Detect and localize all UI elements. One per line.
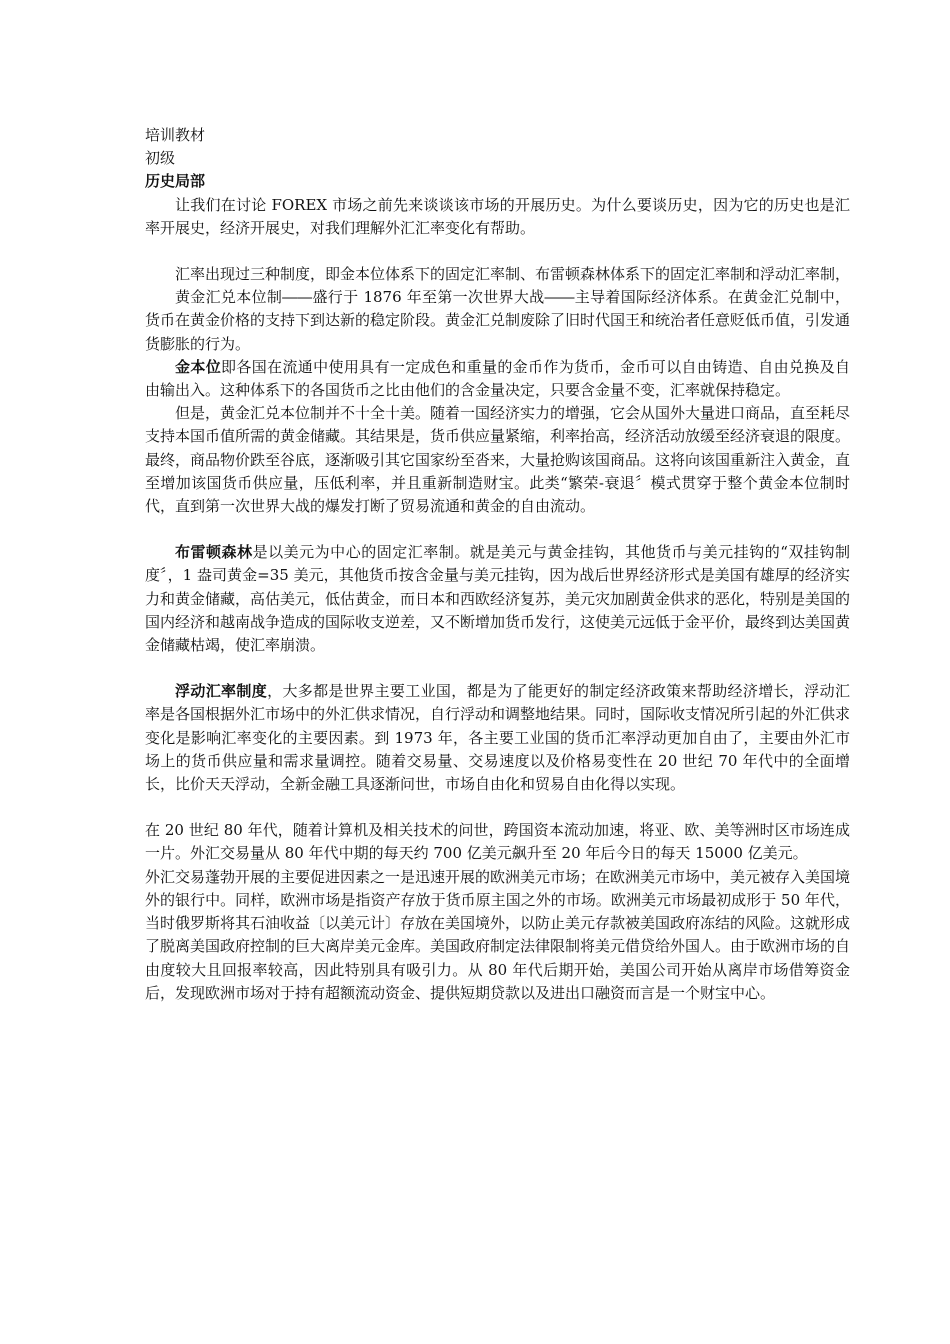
paragraph-gold-exchange: 黄金汇兑本位制――盛行于 1876 年至第一次世界大战――主导着国际经济体系。在黄金汇兑制中，货币在黄金价格的支持下到达新的稳定阶段。黄金汇兑制废除了旧时代国王和统治者任意贬低币值，引发通货膨胀的行为。 xyxy=(145,288,851,353)
blank-line xyxy=(145,796,850,819)
paragraph-eighties: 在 20 世纪 80 年代，随着计算机及相关技术的问世，跨国资本流动加速，将亚、欧、美等洲时区市场连成一片。外汇交易量从 80 年代中期的每天约 700 亿美元飙升至 20 年后今日的每天 15000 亿美元。 xyxy=(145,821,850,863)
paragraph-bretton-woods xyxy=(145,541,850,657)
paragraph-floating-rate xyxy=(145,680,850,796)
section-title: 历史局部 xyxy=(145,172,206,191)
paragraph-euro-dollar: 外汇交易蓬勃开展的主要促进因素之一是迅速开展的欧洲美元市场；在欧洲美元市场中，美元被存入美国境外的银行中。同样，欧洲市场是指资产存放于货币原主国之外的市场。欧洲美元市场最初成形于 50 年代，当时俄罗斯将其石油收益〔以美元计〕存放在美国境外，以防止美元存款被美国政府冻结的风险。这就形成了脱离美国政府控制的巨大离岸美元金库。美国政府制定法律限制将美元借贷给外国人。由于欧洲市场的自由度较大且回报率较高，因此特别具有吸引力。从 80 年代后期开始，美国公司开始从离岸市场借筹资金后，发现欧洲市场对于持有超额流动资金、提供短期贷款以及进出口融资而言是一个财宝中心。 xyxy=(145,867,851,1002)
doc-label-training-material: 培训教材 xyxy=(145,126,206,144)
paragraph-gold-standard xyxy=(145,356,850,402)
paragraph-intro: 让我们在讨论 FOREX 市场之前先来谈谈该市场的开展历史。为什么要谈历史，因为它的历史也是汇率开展史，经济开展史，对我们理解外汇汇率变化有帮助。 xyxy=(145,195,850,237)
doc-label-level: 初级 xyxy=(145,149,176,168)
document-page xyxy=(145,124,850,1005)
blank-line xyxy=(145,657,850,680)
term-bretton-woods: 布雷顿森林 xyxy=(175,543,253,562)
gold-standard-text: 即各国在流通中使用具有一定成色和重量的金币作为货币，金币可以自由铸造、自由兑换及自由输出入。这种体系下的各国货币之比由他们的含金量决定，只要含金量不变，汇率就保持稳定。 xyxy=(145,357,850,400)
blank-line xyxy=(145,240,850,263)
term-floating-rate: 浮动汇率制度 xyxy=(175,682,268,701)
floating-rate-text: ，大多都是世界主要工业国，都是为了能更好的制定经济政策来帮助经济增长，浮动汇率是各国根据外汇市场中的外汇供求情况，自行浮动和调整地结果。同时，国际收支情况所引起的外汇供求变化是影响汇率变化的主要因素。到 1973 年，各主要工业国的货币汇率浮动更加自由了，主要由外汇市场上的货币供应量和需求量调控。随着交易量、交易速度以及价格易变性在 20 世纪 70 年代中的全面增长，比价天天浮动，全新金融工具逐渐问世，市场自由化和贸易自由化得以实现。 xyxy=(145,682,851,794)
paragraph-three-systems: 汇率出现过三种制度，即金本位体系下的固定汇率制、布雷顿森林体系下的固定汇率制和浮动汇率制， xyxy=(175,265,851,284)
blank-line xyxy=(145,518,850,541)
term-gold-standard: 金本位 xyxy=(175,357,222,376)
bretton-woods-text: 是以美元为中心的固定汇率制。就是美元与黄金挂钩，其他货币与美元挂钩的“双挂钩制度〞，1 盎司黄金=35 美元，其他货币按含金量与美元挂钩，因为战后世界经济形式是美国有雄厚的经济实力和黄金储藏，高估美元，低估黄金，而日本和西欧经济复苏，美元灾加剧黄金供求的恶化，特别是美国的国内经济和越南战争造成的国际收支逆差，又不断增加货币发行，这使美元远低于金平价，最终到达美国黄金储藏枯竭，使汇率崩溃。 xyxy=(145,543,851,655)
paragraph-however: 但是，黄金汇兑本位制并不十全十美。随着一国经济实力的增强，它会从国外大量进口商品，直至耗尽支持本国币值所需的黄金储藏。其结果是，货币供应量紧缩，利率抬高，经济活动放缓至经济衰退的限度。 最终，商品物价跌至谷底，逐渐吸引其它国家纷至沓来，大量抢购该国商品。这将向该国重新注入黄金，直至增加该国货币供应量，压低利率，并且重新制造财宝。此类“繁荣-衰退〞模式贯穿于整个黄金本位制时代，直到第一次世界大战的爆发打断了贸易流通和黄金的自由流动。 xyxy=(145,404,851,516)
